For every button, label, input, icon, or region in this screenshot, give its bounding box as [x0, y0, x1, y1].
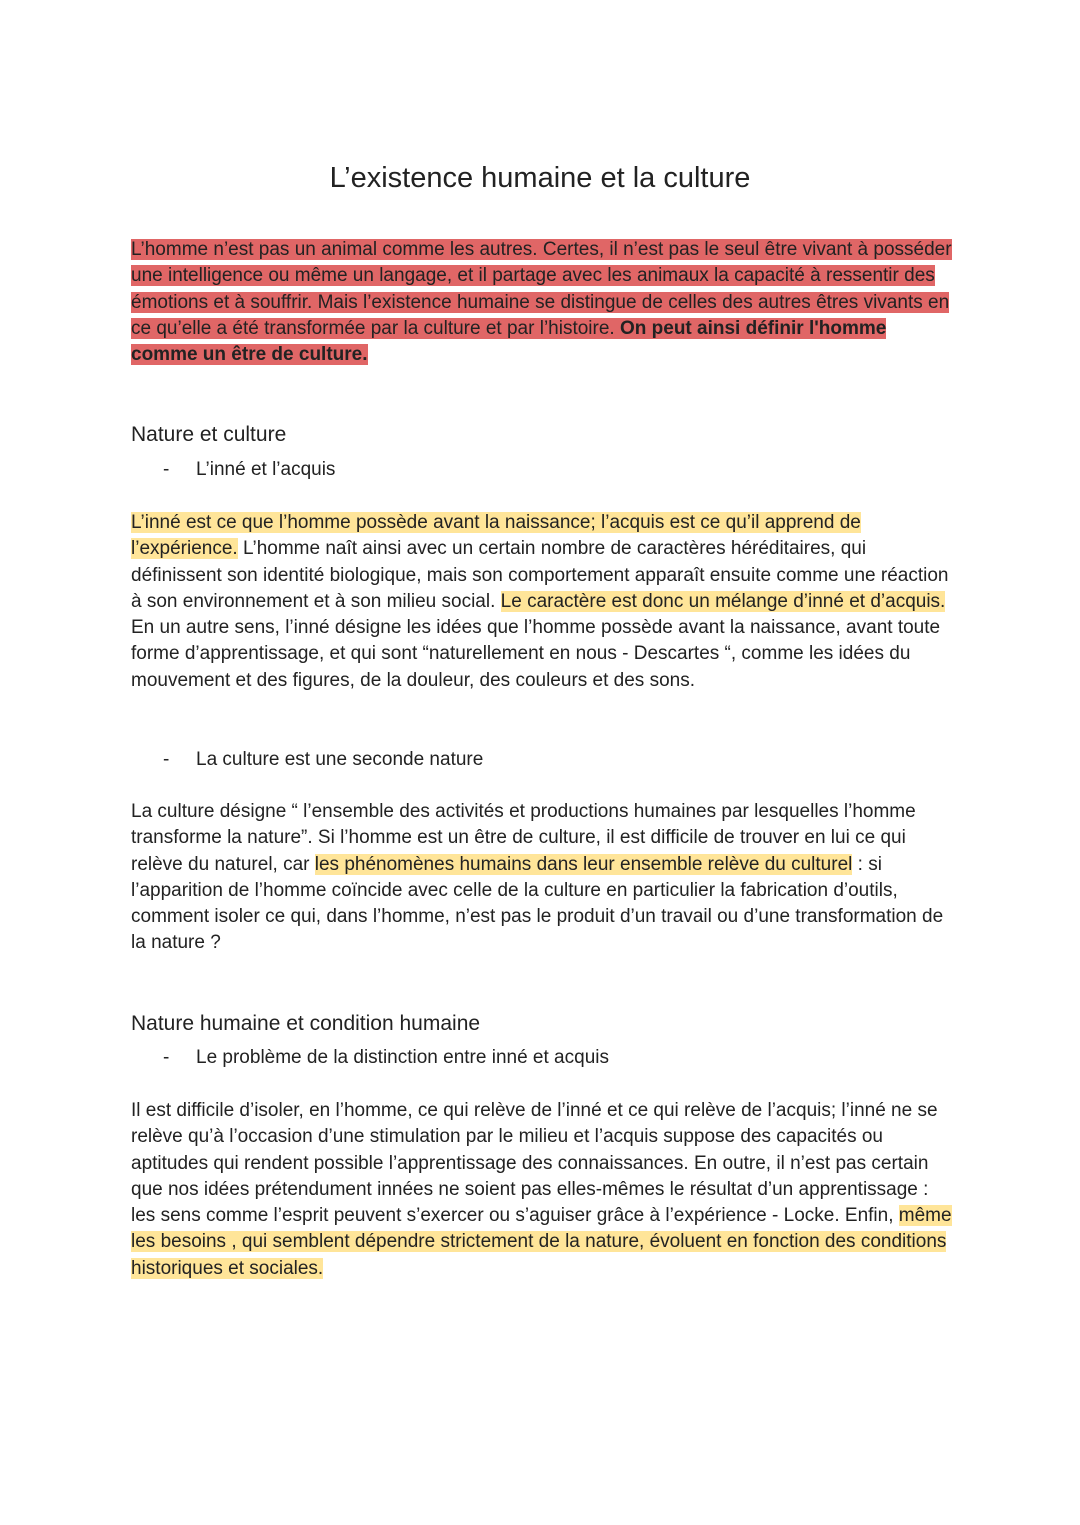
- bullet-dash: -: [163, 1047, 170, 1068]
- highlight-phenomenes: les phénomènes humains dans leur ensemble relève du culturel: [314, 853, 853, 875]
- highlight-caractere: Le caractère est donc un mélange d’inné et d’acquis.: [500, 590, 946, 612]
- bullet-inne-acquis: [163, 457, 335, 483]
- document-title: L’existence humaine et la culture: [329, 162, 751, 194]
- bullet-label: La culture est une seconde nature: [196, 749, 484, 770]
- intro-paragraph: [131, 237, 956, 368]
- paragraph-text: En un autre sens, l’inné désigne les idées que l’homme possède avant la naissance, avant toute forme d’apprentissage, et qui sont “naturellement en nous - Descartes “, comme les idées du mouvement et des figures, de la douleur, des couleurs et des sons.: [131, 617, 941, 691]
- highlight-besoins: même les besoins , qui semblent dépendre strictement de la nature, évoluent en fonction des conditions historiques et sociales.: [131, 1205, 952, 1279]
- section-heading-nature-culture: Nature et culture: [131, 423, 287, 446]
- paragraph-distinction: [131, 1098, 956, 1282]
- bullet-label: Le problème de la distinction entre inné et acquis: [196, 1047, 609, 1068]
- paragraph-text: L’homme naît ainsi avec un certain nombre de caractères héréditaires, qui définissent son identité biologique, mais son comportement apparaît ensuite comme une réaction à son environnement et à son milieu social.: [131, 538, 949, 612]
- highlight-definition: L’inné est ce que l’homme possède avant la naissance; l’acquis est ce qu’il apprend de l’expérience.: [131, 512, 861, 560]
- paragraph-text: La culture désigne “ l’ensemble des activités et productions humaines par lesquelles l’homme transforme la nature”. Si l’homme est un être de culture, il est difficile de trouver en lui ce qui relève du naturel, car: [131, 801, 916, 875]
- section-heading-nature-humaine: Nature humaine et condition humaine: [131, 1012, 481, 1035]
- bullet-dash: -: [163, 749, 170, 770]
- paragraph-culture: [131, 799, 956, 957]
- bullet-distinction: [163, 1045, 609, 1071]
- bullet-dash: -: [163, 459, 170, 480]
- paragraph-text: : si l’apparition de l’homme coïncide avec celle de la culture en particulier la fabrication d’outils, comment isoler ce qui, dans l’homme, n’est pas le produit d’un travail ou d’une transformation de la nature ?: [131, 853, 944, 954]
- bullet-seconde-nature: [163, 747, 483, 773]
- intro-bold-highlight: On peut ainsi définir l'homme comme un être de culture.: [131, 317, 887, 366]
- paragraph-inne-acquis: [131, 510, 956, 694]
- paragraph-text: Il est difficile d’isoler, en l’homme, ce qui relève de l’inné et ce qui relève de l’acquis; l’inné ne se relève qu’à l’occasion d’une stimulation par le milieu et l’acquis suppose des capacités ou aptitudes qui rendent possible l’apprentissage des connaissances. En outre, il n’est pas certain que nos idées prétendument innées ne soient pas elles-mêmes le résultat d’un apprentissage : les sens comme l’esprit peuvent s’exercer ou s’aguiser grâce à l’expérience - Locke. Enfin,: [131, 1100, 938, 1227]
- intro-highlight: L’homme n’est pas un animal comme les autres. Certes, il n’est pas le seul être vivant à posséder une intelligence ou même un langage, et il partage avec les animaux la capacité à ressentir des émotions et à souffrir. Mais l’existence humaine se distingue de celles des autres êtres vivants en ce qu’elle a été transformée par la culture et par l’histoire.: [131, 239, 952, 339]
- bullet-label: L’inné et l’acquis: [196, 459, 336, 480]
